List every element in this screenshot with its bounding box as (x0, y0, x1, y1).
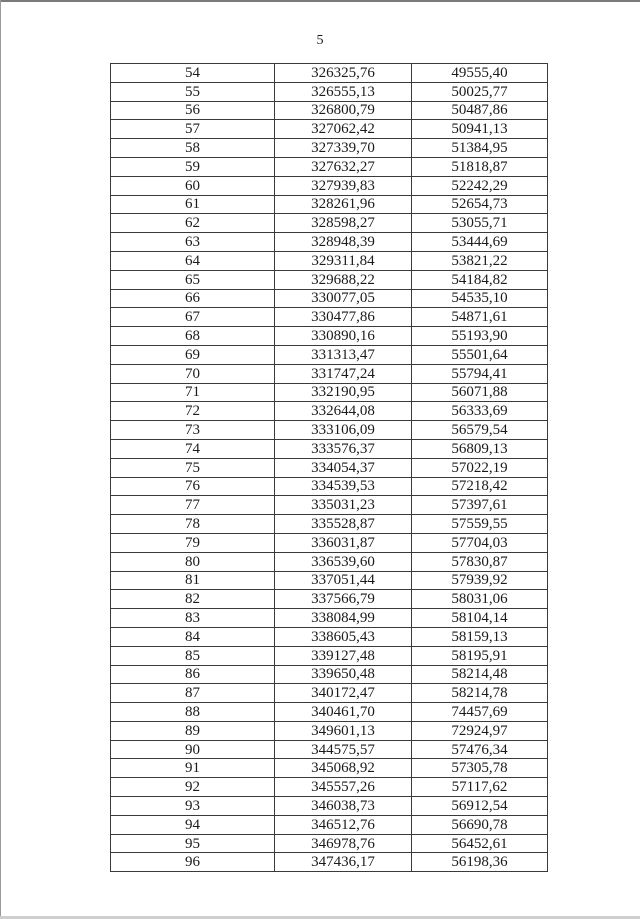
x-coordinate-cell: 339127,48 (275, 646, 412, 665)
table-row (111, 665, 548, 684)
table-row (111, 797, 548, 816)
y-coordinate-cell: 58159,13 (412, 627, 548, 646)
x-coordinate-cell: 327939,83 (275, 176, 412, 195)
coordinates-table (110, 63, 548, 872)
table-row (111, 609, 548, 628)
point-number-cell: 79 (111, 533, 275, 552)
point-number-cell: 95 (111, 834, 275, 853)
y-coordinate-cell: 53055,71 (412, 214, 548, 233)
scan-edge-top (0, 0, 640, 2)
x-coordinate-cell: 347436,17 (275, 853, 412, 872)
point-number-cell: 57 (111, 120, 275, 139)
point-number-cell: 55 (111, 82, 275, 101)
x-coordinate-cell: 340172,47 (275, 684, 412, 703)
table-row (111, 740, 548, 759)
table-row (111, 778, 548, 797)
x-coordinate-cell: 329688,22 (275, 270, 412, 289)
y-coordinate-cell: 56912,54 (412, 797, 548, 816)
y-coordinate-cell: 57559,55 (412, 515, 548, 534)
table-row (111, 214, 548, 233)
y-coordinate-cell: 50487,86 (412, 101, 548, 120)
point-number-cell: 90 (111, 740, 275, 759)
point-number-cell: 68 (111, 327, 275, 346)
x-coordinate-cell: 327062,42 (275, 120, 412, 139)
y-coordinate-cell: 55193,90 (412, 327, 548, 346)
y-coordinate-cell: 50025,77 (412, 82, 548, 101)
y-coordinate-cell: 57022,19 (412, 458, 548, 477)
y-coordinate-cell: 52242,29 (412, 176, 548, 195)
point-number-cell: 87 (111, 684, 275, 703)
y-coordinate-cell: 72924,97 (412, 721, 548, 740)
y-coordinate-cell: 56333,69 (412, 402, 548, 421)
y-coordinate-cell: 57939,92 (412, 571, 548, 590)
table-row (111, 646, 548, 665)
table-row (111, 308, 548, 327)
point-number-cell: 71 (111, 383, 275, 402)
x-coordinate-cell: 337566,79 (275, 590, 412, 609)
y-coordinate-cell: 58031,06 (412, 590, 548, 609)
x-coordinate-cell: 330077,05 (275, 289, 412, 308)
table-row (111, 251, 548, 270)
point-number-cell: 59 (111, 157, 275, 176)
table-row (111, 458, 548, 477)
y-coordinate-cell: 53821,22 (412, 251, 548, 270)
y-coordinate-cell: 56452,61 (412, 834, 548, 853)
x-coordinate-cell: 345557,26 (275, 778, 412, 797)
point-number-cell: 67 (111, 308, 275, 327)
x-coordinate-cell: 346978,76 (275, 834, 412, 853)
point-number-cell: 81 (111, 571, 275, 590)
y-coordinate-cell: 56071,88 (412, 383, 548, 402)
table-row (111, 64, 548, 83)
point-number-cell: 93 (111, 797, 275, 816)
point-number-cell: 70 (111, 364, 275, 383)
point-number-cell: 60 (111, 176, 275, 195)
table-row (111, 439, 548, 458)
point-number-cell: 83 (111, 609, 275, 628)
x-coordinate-cell: 339650,48 (275, 665, 412, 684)
y-coordinate-cell: 56579,54 (412, 421, 548, 440)
table-row (111, 383, 548, 402)
point-number-cell: 66 (111, 289, 275, 308)
y-coordinate-cell: 74457,69 (412, 703, 548, 722)
point-number-cell: 96 (111, 853, 275, 872)
y-coordinate-cell: 56198,36 (412, 853, 548, 872)
y-coordinate-cell: 55501,64 (412, 345, 548, 364)
y-coordinate-cell: 54871,61 (412, 308, 548, 327)
table-row (111, 759, 548, 778)
y-coordinate-cell: 55794,41 (412, 364, 548, 383)
page-number: 5 (316, 33, 324, 48)
x-coordinate-cell: 333576,37 (275, 439, 412, 458)
y-coordinate-cell: 49555,40 (412, 64, 548, 83)
table-row (111, 477, 548, 496)
table-row (111, 721, 548, 740)
point-number-cell: 82 (111, 590, 275, 609)
x-coordinate-cell: 336031,87 (275, 533, 412, 552)
y-coordinate-cell: 51384,95 (412, 139, 548, 158)
x-coordinate-cell: 337051,44 (275, 571, 412, 590)
point-number-cell: 58 (111, 139, 275, 158)
x-coordinate-cell: 328598,27 (275, 214, 412, 233)
x-coordinate-cell: 340461,70 (275, 703, 412, 722)
y-coordinate-cell: 54184,82 (412, 270, 548, 289)
table-row (111, 233, 548, 252)
table-row (111, 402, 548, 421)
scan-edge-left (0, 0, 1, 919)
table-row (111, 590, 548, 609)
table-row (111, 515, 548, 534)
x-coordinate-cell: 326800,79 (275, 101, 412, 120)
table-row (111, 289, 548, 308)
point-number-cell: 69 (111, 345, 275, 364)
y-coordinate-cell: 57117,62 (412, 778, 548, 797)
y-coordinate-cell: 50941,13 (412, 120, 548, 139)
x-coordinate-cell: 328261,96 (275, 195, 412, 214)
y-coordinate-cell: 58214,48 (412, 665, 548, 684)
table-row (111, 176, 548, 195)
point-number-cell: 78 (111, 515, 275, 534)
x-coordinate-cell: 334539,53 (275, 477, 412, 496)
x-coordinate-cell: 334054,37 (275, 458, 412, 477)
table-row (111, 421, 548, 440)
table-row (111, 815, 548, 834)
point-number-cell: 75 (111, 458, 275, 477)
point-number-cell: 94 (111, 815, 275, 834)
table-row (111, 496, 548, 515)
table-row (111, 120, 548, 139)
point-number-cell: 92 (111, 778, 275, 797)
x-coordinate-cell: 346512,76 (275, 815, 412, 834)
point-number-cell: 88 (111, 703, 275, 722)
table-row (111, 834, 548, 853)
x-coordinate-cell: 332190,95 (275, 383, 412, 402)
table-row (111, 571, 548, 590)
y-coordinate-cell: 57476,34 (412, 740, 548, 759)
point-number-cell: 77 (111, 496, 275, 515)
x-coordinate-cell: 330890,16 (275, 327, 412, 346)
y-coordinate-cell: 51818,87 (412, 157, 548, 176)
x-coordinate-cell: 335528,87 (275, 515, 412, 534)
x-coordinate-cell: 331313,47 (275, 345, 412, 364)
table-row (111, 82, 548, 101)
table-row (111, 533, 548, 552)
point-number-cell: 74 (111, 439, 275, 458)
x-coordinate-cell: 349601,13 (275, 721, 412, 740)
y-coordinate-cell: 58104,14 (412, 609, 548, 628)
x-coordinate-cell: 327339,70 (275, 139, 412, 158)
point-number-cell: 65 (111, 270, 275, 289)
point-number-cell: 89 (111, 721, 275, 740)
y-coordinate-cell: 58214,78 (412, 684, 548, 703)
point-number-cell: 86 (111, 665, 275, 684)
x-coordinate-cell: 326555,13 (275, 82, 412, 101)
point-number-cell: 54 (111, 64, 275, 83)
x-coordinate-cell: 346038,73 (275, 797, 412, 816)
table-row (111, 195, 548, 214)
point-number-cell: 85 (111, 646, 275, 665)
x-coordinate-cell: 338605,43 (275, 627, 412, 646)
x-coordinate-cell: 326325,76 (275, 64, 412, 83)
table-row (111, 157, 548, 176)
y-coordinate-cell: 52654,73 (412, 195, 548, 214)
y-coordinate-cell: 57830,87 (412, 552, 548, 571)
table-row (111, 139, 548, 158)
table-row (111, 853, 548, 872)
x-coordinate-cell: 329311,84 (275, 251, 412, 270)
table-row (111, 364, 548, 383)
x-coordinate-cell: 330477,86 (275, 308, 412, 327)
x-coordinate-cell: 335031,23 (275, 496, 412, 515)
table-row (111, 552, 548, 571)
y-coordinate-cell: 57397,61 (412, 496, 548, 515)
x-coordinate-cell: 336539,60 (275, 552, 412, 571)
point-number-cell: 76 (111, 477, 275, 496)
table-row (111, 703, 548, 722)
x-coordinate-cell: 345068,92 (275, 759, 412, 778)
table-row (111, 270, 548, 289)
point-number-cell: 56 (111, 101, 275, 120)
y-coordinate-cell: 54535,10 (412, 289, 548, 308)
x-coordinate-cell: 328948,39 (275, 233, 412, 252)
table-body (111, 64, 548, 872)
x-coordinate-cell: 344575,57 (275, 740, 412, 759)
x-coordinate-cell: 333106,09 (275, 421, 412, 440)
y-coordinate-cell: 57704,03 (412, 533, 548, 552)
point-number-cell: 91 (111, 759, 275, 778)
y-coordinate-cell: 56809,13 (412, 439, 548, 458)
y-coordinate-cell: 56690,78 (412, 815, 548, 834)
point-number-cell: 73 (111, 421, 275, 440)
y-coordinate-cell: 57305,78 (412, 759, 548, 778)
table-row (111, 684, 548, 703)
y-coordinate-cell: 53444,69 (412, 233, 548, 252)
point-number-cell: 84 (111, 627, 275, 646)
point-number-cell: 80 (111, 552, 275, 571)
table-row (111, 101, 548, 120)
point-number-cell: 64 (111, 251, 275, 270)
y-coordinate-cell: 58195,91 (412, 646, 548, 665)
table-row (111, 627, 548, 646)
x-coordinate-cell: 332644,08 (275, 402, 412, 421)
table-row (111, 345, 548, 364)
table-row (111, 327, 548, 346)
y-coordinate-cell: 57218,42 (412, 477, 548, 496)
x-coordinate-cell: 338084,99 (275, 609, 412, 628)
point-number-cell: 63 (111, 233, 275, 252)
point-number-cell: 62 (111, 214, 275, 233)
x-coordinate-cell: 331747,24 (275, 364, 412, 383)
point-number-cell: 61 (111, 195, 275, 214)
point-number-cell: 72 (111, 402, 275, 421)
x-coordinate-cell: 327632,27 (275, 157, 412, 176)
